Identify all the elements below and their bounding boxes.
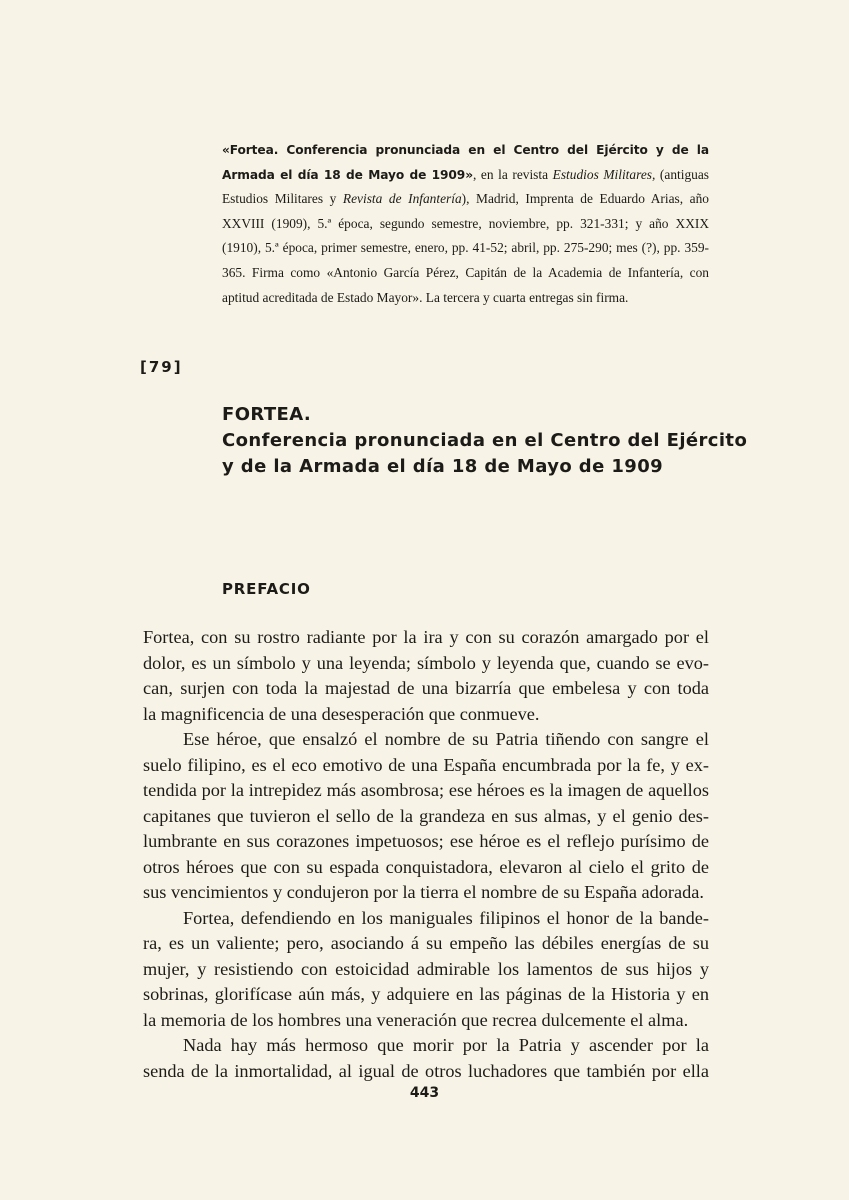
paragraph-3-rest — [143, 931, 709, 1033]
paragraph-1 — [143, 625, 709, 727]
body-line: Ese héroe, que ensalzó el nombre de su Patria tiñendo con sangre el — [183, 729, 709, 749]
body-line: capitanes que tuvieron el sello de la grandeza en sus almas, y el genio des- — [143, 805, 709, 826]
paragraph-4 — [143, 1033, 709, 1059]
body-line: sus vencimientos y condujeron por la tierra el nombre de su España adorada. — [143, 882, 704, 902]
body-line: senda de la inmortalidad, al igual de otros luchadores que también por ella — [143, 1060, 709, 1081]
body-line: la memoria de los hombres una veneración que recrea dulcemente el alma. — [143, 1009, 689, 1030]
original-page-reference: [79] — [140, 358, 183, 376]
title-line-2: Conferencia pronunciada en el Centro del Ejército — [222, 430, 748, 451]
paragraph-2 — [143, 727, 709, 753]
body-line: otros héroes que con su espada conquistadora, elevaron al cielo el grito de — [143, 856, 709, 877]
page-number: 443 — [409, 1085, 440, 1101]
note-text-2: (antiguas Estudios Militares y — [222, 166, 709, 207]
chapter-title — [222, 402, 748, 480]
body-line: mujer, y resistiendo con estoicidad admirable los lamentos de sus hijos y — [143, 958, 709, 979]
body-line: can, surjen con toda la majestad de una bizarría que embelesa y con toda — [143, 678, 709, 698]
note-bold-title: «Fortea. Conferencia pronunciada en el Centro del Ejército y de la Armada el día 18 de Mayo de 1909» — [222, 143, 709, 182]
title-line-3: y de la Armada el día 18 de Mayo de 1909 — [222, 456, 664, 477]
note-text-1: , en la revista — [472, 166, 553, 182]
body-line: Fortea, defendiendo en los maniguales filipinos el honor de la bande- — [183, 907, 709, 928]
paragraph-2-rest — [143, 753, 709, 906]
body-line: lumbrante en sus corazones impetuosos; ese héroe es el reflejo purísimo de — [143, 831, 709, 851]
title-line-1: FORTEA. — [222, 404, 312, 425]
body-line: tendida por la intrepidez más asombrosa; ese héroes es la imagen de aquellos — [143, 780, 709, 800]
body-line: sobrinas, glorifícase aún más, y adquiere en las páginas de la Historia y en — [143, 984, 709, 1004]
note-italic-2: Revista de Infantería — [342, 191, 462, 207]
body-line: ra, es un valiente; pero, asociando á su empeño las débiles energías de su — [143, 933, 709, 953]
paragraph-3 — [143, 906, 709, 932]
paragraph-4-rest — [143, 1059, 709, 1085]
body-line: dolor, es un símbolo y una leyenda; símbolo y leyenda que, cuando se evo- — [143, 652, 709, 673]
note-text-3: ), Madrid, Imprenta de Eduardo Arias, año XXVIII (1909), 5.ª época, segundo semestre, noviembre, pp. 321-331; y año XXIX (1910), 5.ª época, primer semestre, enero, pp. 41-52; abril, pp. 275-290; mes (?), pp. 359-365. Firma como «Antonio García Pérez, Capitán de la Academia de Infantería, con aptitud acreditada de Estado Mayor». La tercera y cuarta entregas sin firma. — [222, 191, 709, 305]
body-line: suelo filipino, es el eco emotivo de una España encumbrada por la fe, y ex- — [143, 754, 709, 775]
body-line: la magnificencia de una desesperación que conmueve. — [143, 703, 540, 724]
note-italic-1: Estudios Militares, — [552, 166, 656, 182]
bibliographic-note — [222, 138, 709, 310]
body-line: Fortea, con su rostro radiante por la ira y con su corazón amargado por el — [143, 627, 709, 647]
body-line: Nada hay más hermoso que morir por la Patria y ascender por la — [183, 1035, 709, 1055]
body-text — [143, 625, 709, 1084]
section-heading: PREFACIO — [222, 580, 311, 598]
